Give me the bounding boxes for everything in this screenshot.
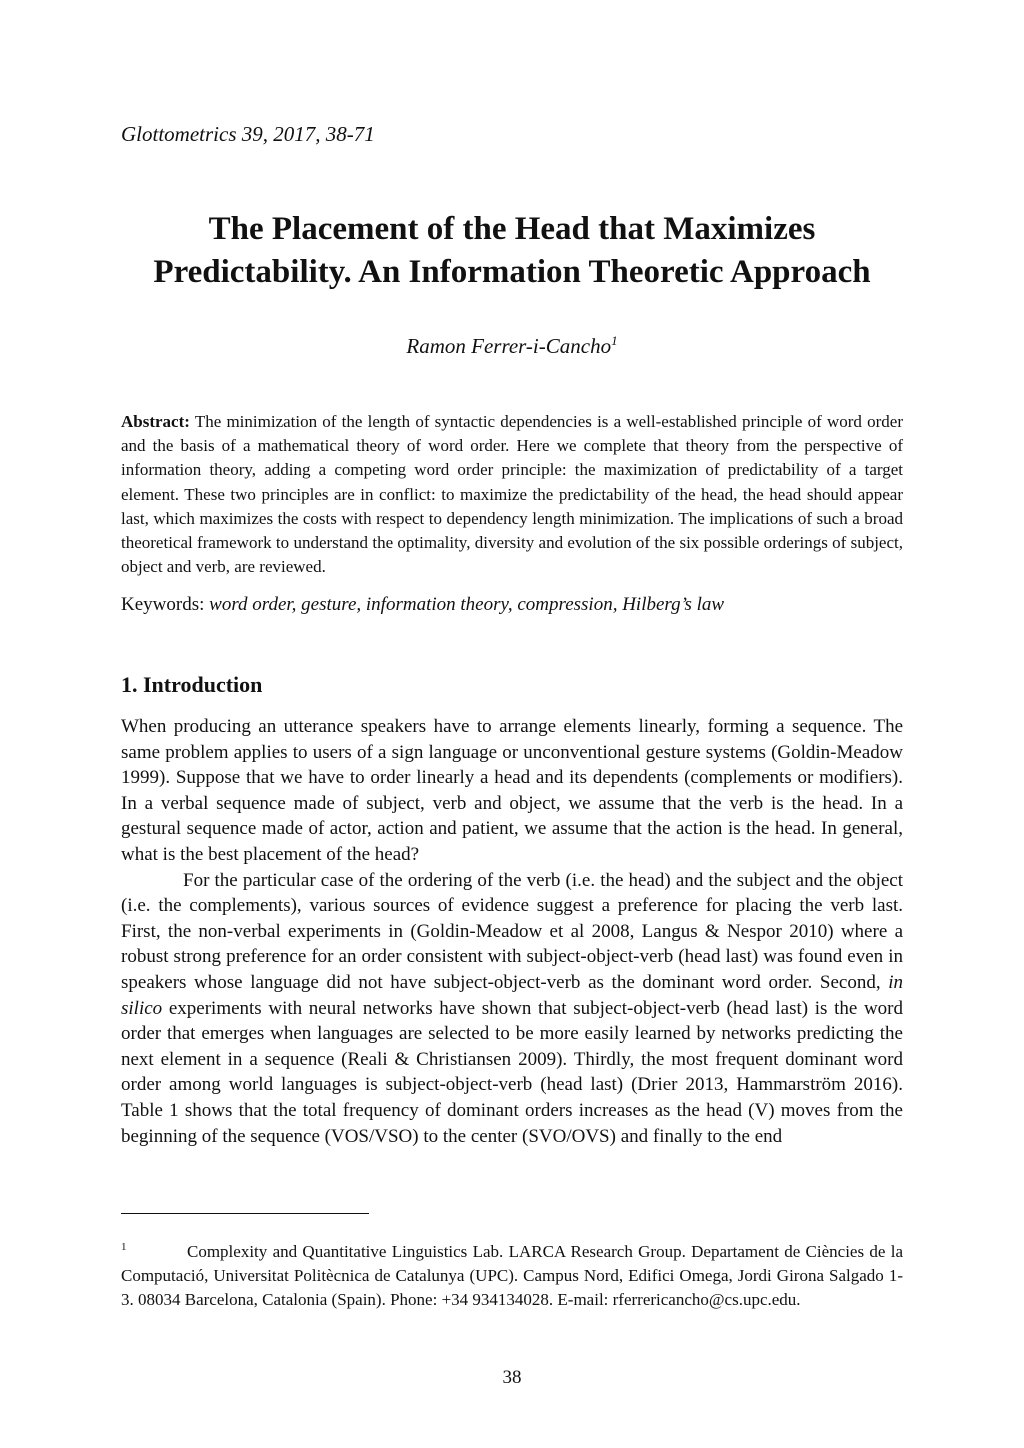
- footnote-divider: [121, 1213, 369, 1214]
- paragraph-2-emphasis: in silico: [121, 971, 904, 1019]
- paragraph-2: [121, 868, 903, 1150]
- abstract: [121, 410, 903, 579]
- paper-title: [100, 208, 924, 294]
- keywords-label: Keywords:: [121, 594, 205, 615]
- paragraph-1: When producing an utterance speakers have to arrange elements linearly, forming a sequence. The same problem applies to users of a sign language or unconventional gesture systems (Goldin-Meadow 1999). Suppose that we have to order linearly a head and its dependents (complements or modifiers). In a verbal sequence made of subject, verb and object, we assume that the verb is the head. In a gestural sequence made of actor, action and patient, we assume that the action is the head. In general, what is the best placement of the head?: [121, 716, 903, 865]
- author-footnote-mark[interactable]: 1: [611, 333, 618, 348]
- section-heading: 1. Introduction: [121, 672, 263, 697]
- keywords-list: word order, gesture, information theory, compression, Hilberg’s law: [209, 594, 725, 615]
- footnote-text: Complexity and Quantitative Linguistics Lab. LARCA Research Group. Departament de Ciències de la Computació, Universitat Politècnica de Catalunya (UPC). Campus Nord, Edifici Omega, Jordi Girona Salgado 1-3. 08034 Barcelona, Catalonia (Spain). Phone: +34 934134028. E-mail: rferrericancho@cs.upc.edu.: [121, 1242, 903, 1309]
- paper-title-line-1: The Placement of the Head that Maximizes: [208, 211, 816, 247]
- journal-citation: Glottometrics 39, 2017, 38-71: [121, 122, 375, 146]
- page-number: 38: [502, 1367, 522, 1388]
- footnote: 1 Complexity and Quantitative Linguistics Lab. LARCA Research Group. Departament de Ciències de la Computació, Universitat Politècnica de Catalunya (UPC). Campus Nord, Edifici Omega, Jordi Girona Salgado 1-3. 08034 Barcelona, Catalonia (Spain). Phone: +34 934134028. E-mail: rferrericancho@cs.upc.edu.: [121, 1241, 903, 1309]
- abstract-text: The minimization of the length of syntactic dependencies is a well-established principle of word order and the basis of a mathematical theory of word order. Here we complete that theory from the perspective of information theory, adding a competing word order principle: the maximization of predictability of a target element. These two principles are in conflict: to maximize the predictability of the head, the head should appear last, which maximizes the costs with respect to dependency length minimization. The implications of such a broad theoretical framework to understand the optimality, diversity and evolution of the six possible orderings of subject, object and verb, are reviewed.: [121, 412, 903, 577]
- keywords: [121, 593, 903, 617]
- paragraph-2-part-2: experiments with neural networks have shown that subject-object-verb (head last) is the word order that emerges when languages are selected to be more easily learned by networks predicting the next element in a sequence (Reali & Christiansen 2009). Thirdly, the most frequent dominant word order among world languages is subject-object-verb (head last) (Drier 2013, Hammarström 2016). Table 1 shows that the total frequency of dominant orders increases as the head (V) moves from the beginning of the sequence (VOS/VSO) to the center (SVO/OVS) and finally to the end: [121, 997, 904, 1147]
- abstract-label: Abstract:: [121, 412, 190, 431]
- author-line: [0, 334, 1024, 359]
- paragraph-2-part-1: For the particular case of the ordering of the verb (i.e. the head) and the subject and the object (i.e. the complements), various sources of evidence suggest a preference for placing the verb last. First, the non-verbal experiments in (Goldin-Meadow et al 2008, Langus & Nespor 2010) where a robust strong preference for an order consistent with subject-object-verb (head last) was found even in speakers whose language did not have subject-object-verb as the dominant word order. Second,: [121, 869, 903, 993]
- author-name: Ramon Ferrer-i-Cancho: [406, 334, 612, 358]
- paper-title-line-2: Predictability. An Information Theoretic Approach: [153, 254, 871, 290]
- section-body: [121, 714, 903, 1149]
